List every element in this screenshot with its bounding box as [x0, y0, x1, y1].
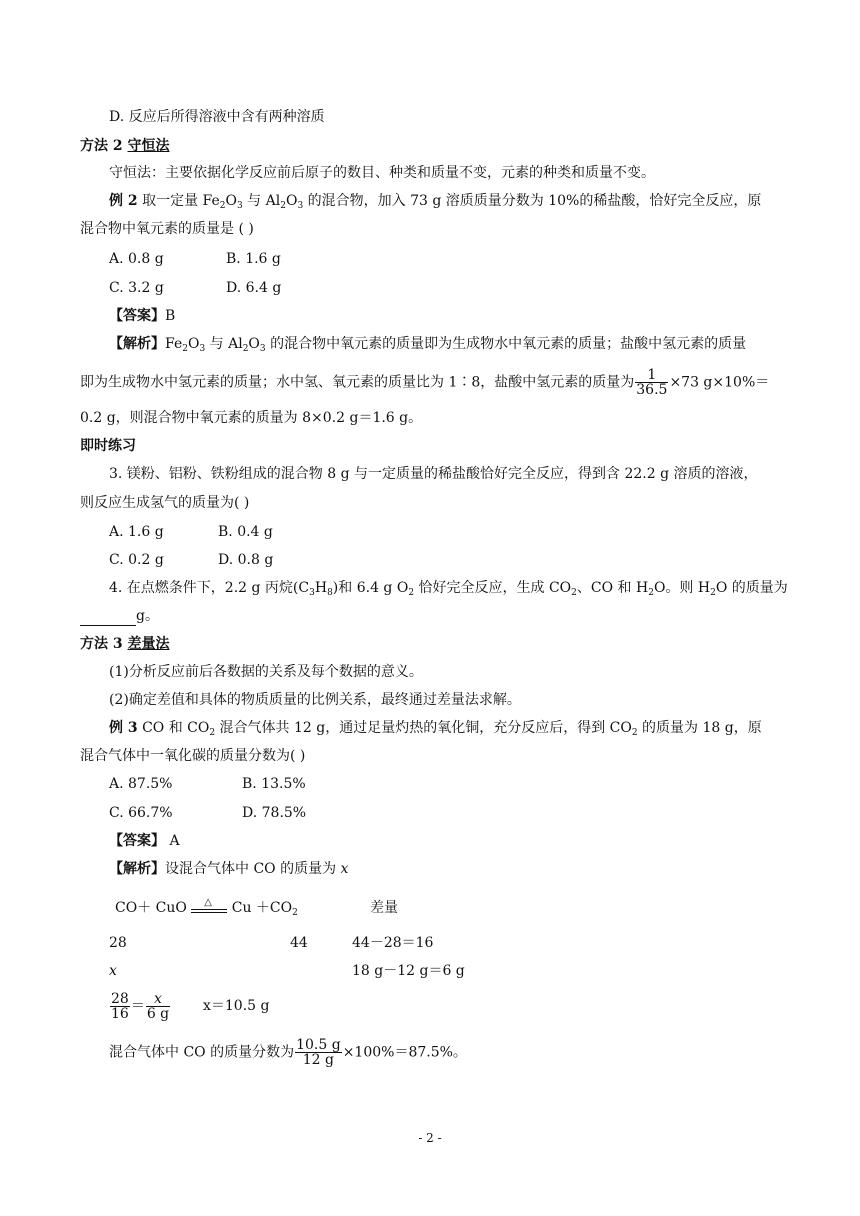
text-run: g。	[136, 608, 159, 624]
example2-analysis-line3: 0.2 g，则混合物中氧元素的质量为 8×0.2 g＝1.6 g。	[80, 410, 423, 426]
fraction-denominator: 6 g	[146, 1006, 170, 1022]
analysis-label: 【解析】	[109, 861, 165, 877]
text-run: 与 Al	[205, 336, 243, 352]
difference-label: 差量	[370, 900, 398, 916]
subscript: 3	[309, 588, 315, 598]
equation-left: CO＋ CuO	[115, 900, 192, 916]
answer-value: B	[165, 308, 176, 324]
example3-option-a: A. 87.5%	[109, 776, 173, 792]
subscript: 2	[182, 344, 188, 354]
practice3-option-c: C. 0.2 g	[109, 552, 164, 568]
fraction	[635, 368, 668, 397]
conservation-definition: 守恒法：主要依据化学反应前后原子的数目、种类和质量不变，元素的种类和质量不变。	[109, 165, 655, 181]
text-run: O	[187, 336, 200, 352]
subscript: 2	[280, 201, 286, 211]
text-run: 的混合物中氧元素的质量即为生成物水中氧元素的质量；盐酸中氢元素的质量	[265, 336, 747, 352]
example3-option-b: B. 13.5%	[242, 776, 306, 792]
example2-answer	[109, 306, 175, 326]
practice-heading	[80, 436, 136, 456]
example3-analysis-intro	[109, 859, 348, 879]
example3-option-d: D. 78.5%	[242, 805, 307, 821]
heat-condition-icon: △	[204, 897, 212, 908]
fraction-numerator: 10.5 g	[296, 1037, 341, 1053]
row1-co-mass: 28	[109, 935, 127, 951]
example3-stem-line1	[109, 718, 762, 738]
text-run: 混合气体中 CO 的质量分数为	[109, 1044, 295, 1061]
equation-right: Cu ＋CO	[227, 900, 293, 916]
subscript: 2	[648, 588, 654, 598]
practice4-line2	[80, 606, 159, 626]
practice3-option-b: B. 0.4 g	[218, 524, 273, 540]
text-run: 设混合气体中 CO 的质量为	[165, 861, 341, 877]
analysis-label: 【解析】	[109, 336, 165, 352]
final-result	[109, 1038, 467, 1067]
text-run: 4. 在点燃条件下，2.2 g 丙烷(C	[109, 580, 310, 596]
row1-difference: 44－28＝16	[352, 935, 434, 951]
equals-sign: ＝	[130, 998, 145, 1015]
example2-option-b: B. 1.6 g	[226, 251, 281, 267]
method3-prefix: 方法 3	[80, 636, 128, 652]
answer-value: A	[165, 833, 180, 849]
practice3-line2: 则反应生成氢气的质量为( )	[80, 495, 250, 511]
page-number: - 2 -	[418, 1131, 442, 1145]
fraction-numerator: x	[146, 992, 170, 1007]
text-run: O。则 H	[653, 580, 711, 596]
variable-x: x	[340, 861, 349, 877]
example3-stem-line2: 混合气体中一氧化碳的质量分数为( )	[80, 748, 306, 764]
subscript: 3	[236, 201, 243, 211]
fraction-denominator: 36.5	[636, 382, 668, 398]
example2-label: 例 2	[109, 193, 138, 209]
subscript: 3	[199, 344, 206, 354]
answer-blank[interactable]	[80, 611, 136, 626]
text-run: 的质量为 18 g，原	[637, 720, 762, 736]
fraction	[295, 1038, 342, 1067]
subscript: 3	[297, 201, 304, 211]
text-run: 恰好完全反应，生成 CO	[414, 580, 572, 596]
example3-answer	[109, 831, 180, 851]
example2-stem-line2: 混合物中氧元素的质量是 ( )	[80, 221, 254, 237]
example2-option-d: D. 6.4 g	[226, 280, 282, 296]
answer-label: 【答案】	[109, 833, 165, 849]
fraction-numerator: 1	[635, 368, 668, 383]
row1-co2-mass: 44	[290, 935, 308, 951]
method3-step1: (1)分析反应前后各数据的关系及每个数据的意义。	[109, 664, 423, 680]
subscript: 2	[408, 588, 415, 598]
text-run: )和 6.4 g O	[332, 580, 409, 596]
example2-option-c: C. 3.2 g	[109, 280, 164, 296]
subscript: 2	[219, 201, 226, 211]
text-run: ×100%＝87.5%。	[342, 1044, 467, 1061]
subscript: 2	[242, 344, 249, 354]
method2-name: 守恒法	[127, 138, 170, 154]
proportion-result: x＝10.5 g	[203, 998, 270, 1014]
subscript: 2	[292, 908, 298, 918]
fraction-denominator: 12 g	[302, 1052, 334, 1068]
question-option-d: D. 反应后所得溶液中含有两种溶质	[109, 109, 325, 125]
text-run: 即为生成物水中氢元素的质量；水中氢、氧元素的质量比为 1∶8，盐酸中氢元素的质量为	[80, 374, 635, 391]
subscript: 2	[631, 728, 638, 738]
example2-analysis-line2	[80, 368, 769, 397]
subscript: 2	[710, 588, 716, 598]
text-run: 取一定量 Fe	[137, 193, 220, 209]
example2-analysis-line1	[109, 334, 746, 354]
row2-difference: 18 g－12 g＝6 g	[352, 963, 465, 979]
fraction	[110, 992, 130, 1021]
row2-variable: x	[109, 963, 117, 979]
text-run: O 的质量为	[715, 580, 788, 596]
practice3-option-d: D. 0.8 g	[218, 552, 274, 568]
text-run: 与 Al	[242, 193, 281, 209]
answer-label: 【答案】	[109, 308, 165, 324]
practice-title: 即时练习	[80, 438, 136, 454]
method3-step2: (2)确定差值和具体的物质质量的比例关系，最终通过差量法求解。	[109, 692, 521, 708]
text-run: O	[248, 336, 260, 352]
example3-option-c: C. 66.7%	[109, 805, 173, 821]
text-run: O	[225, 193, 237, 209]
equals-line-top	[191, 909, 227, 910]
text-run: 混合气体共 12 g，通过足量灼热的氧化铜，充分反应后，得到 CO	[215, 720, 632, 736]
text-run: CO 和 CO	[137, 720, 210, 736]
practice3-option-a: A. 1.6 g	[109, 524, 164, 540]
text-run: ×73 g×10%＝	[669, 374, 770, 391]
practice3-line1: 3. 镁粉、铝粉、铁粉组成的混合物 8 g 与一定质量的稀盐酸恰好完全反应，得到含 22.2 g 溶质的溶液，	[109, 466, 758, 482]
proportion	[109, 992, 171, 1021]
example3-label: 例 3	[109, 720, 138, 736]
subscript: 2	[209, 728, 216, 738]
heating-arrow	[191, 898, 227, 918]
text-run: 的混合物，加入 73 g 溶质质量分数为 10%的稀盐酸，恰好完全反应，原	[303, 193, 762, 209]
practice4-line1	[109, 578, 788, 598]
subscript: 2	[571, 588, 577, 598]
method2-prefix: 方法 2	[80, 138, 128, 154]
fraction	[146, 992, 170, 1021]
method3-heading	[80, 634, 170, 654]
method2-heading	[80, 136, 170, 156]
text-run: H	[314, 580, 328, 596]
equals-line-bottom	[191, 912, 227, 913]
fraction-numerator: 28	[111, 991, 129, 1007]
fraction-denominator: 16	[111, 1006, 129, 1022]
method3-name: 差量法	[127, 636, 170, 652]
text-run: 、CO 和 H	[576, 580, 649, 596]
subscript: 8	[327, 588, 333, 598]
reaction-equation	[115, 898, 298, 918]
subscript: 3	[259, 344, 266, 354]
text-run: Fe	[165, 336, 183, 352]
example2-option-a: A. 0.8 g	[109, 251, 164, 267]
text-run: O	[285, 193, 298, 209]
example2-stem-line1	[109, 191, 761, 211]
